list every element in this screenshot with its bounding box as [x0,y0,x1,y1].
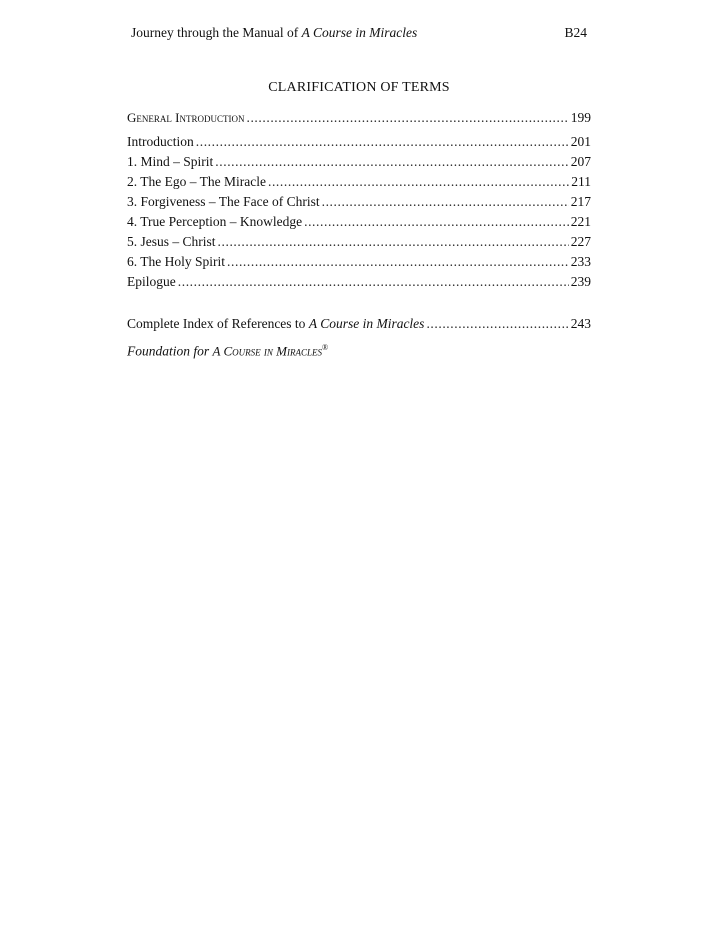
toc-label: General Introduction [127,110,245,125]
toc-row-epilogue[interactable] [127,272,591,292]
toc-row-introduction[interactable] [127,132,591,152]
toc-page-number: 243 [570,316,591,331]
toc-label: 2. The Ego – The Miracle [127,174,266,189]
toc-page-number: 227 [570,234,591,249]
toc-leader-dots [178,272,569,292]
foundation-credit-smallcaps: A Course in Miracles [212,343,322,359]
toc-label: 1. Mind – Spirit [127,154,214,169]
toc-leader-dots [304,212,569,232]
toc-row-forgiveness[interactable] [127,192,591,212]
toc-page-number: 239 [570,274,591,289]
toc-page-number: 211 [571,174,591,189]
toc-leader-dots [426,314,568,334]
toc-label: 4. True Perception – Knowledge [127,214,303,229]
page-code: B24 [564,25,587,40]
toc-page-number: 217 [570,194,591,209]
toc-page-number: 221 [570,214,591,229]
toc-leader-dots [227,252,569,272]
toc-page-number: 233 [570,254,591,269]
toc-leader-dots [268,172,569,192]
toc-leader-dots [322,192,569,212]
toc-label: Complete Index of References to A Course in Miracles [127,316,425,331]
toc-row-jesus-christ[interactable] [127,232,591,252]
toc-leader-dots [215,152,568,172]
toc-page-number: 199 [570,110,591,125]
toc-leader-dots [218,232,569,252]
table-of-contents [127,108,591,362]
toc-row-holy-spirit[interactable] [127,252,591,272]
toc-row-mind-spirit[interactable] [127,152,591,172]
toc-label: 6. The Holy Spirit [127,254,226,269]
toc-label: 5. Jesus – Christ [127,234,216,249]
book-title-italic: A Course in Miracles [301,25,418,40]
foundation-credit: Foundation for A Course in Miracles® [127,343,329,359]
toc-row-complete-index[interactable] [127,314,591,334]
toc-row-general-introduction[interactable] [127,108,591,128]
running-header [131,24,587,42]
toc-label: 3. Forgiveness – The Face of Christ [127,194,320,209]
toc-label: Introduction [127,134,194,149]
toc-page-number: 201 [570,134,591,149]
toc-row-ego-miracle[interactable] [127,172,591,192]
toc-leader-dots [246,108,568,128]
toc-page-number: 207 [570,154,591,169]
toc-leader-dots [196,132,569,152]
toc-label: Epilogue [127,274,176,289]
registered-mark: ® [321,343,329,352]
section-title: CLARIFICATION OF TERMS [268,80,450,95]
toc-row-true-perception[interactable] [127,212,591,232]
book-title: Journey through the Manual of A Course in Miracles [131,25,418,40]
